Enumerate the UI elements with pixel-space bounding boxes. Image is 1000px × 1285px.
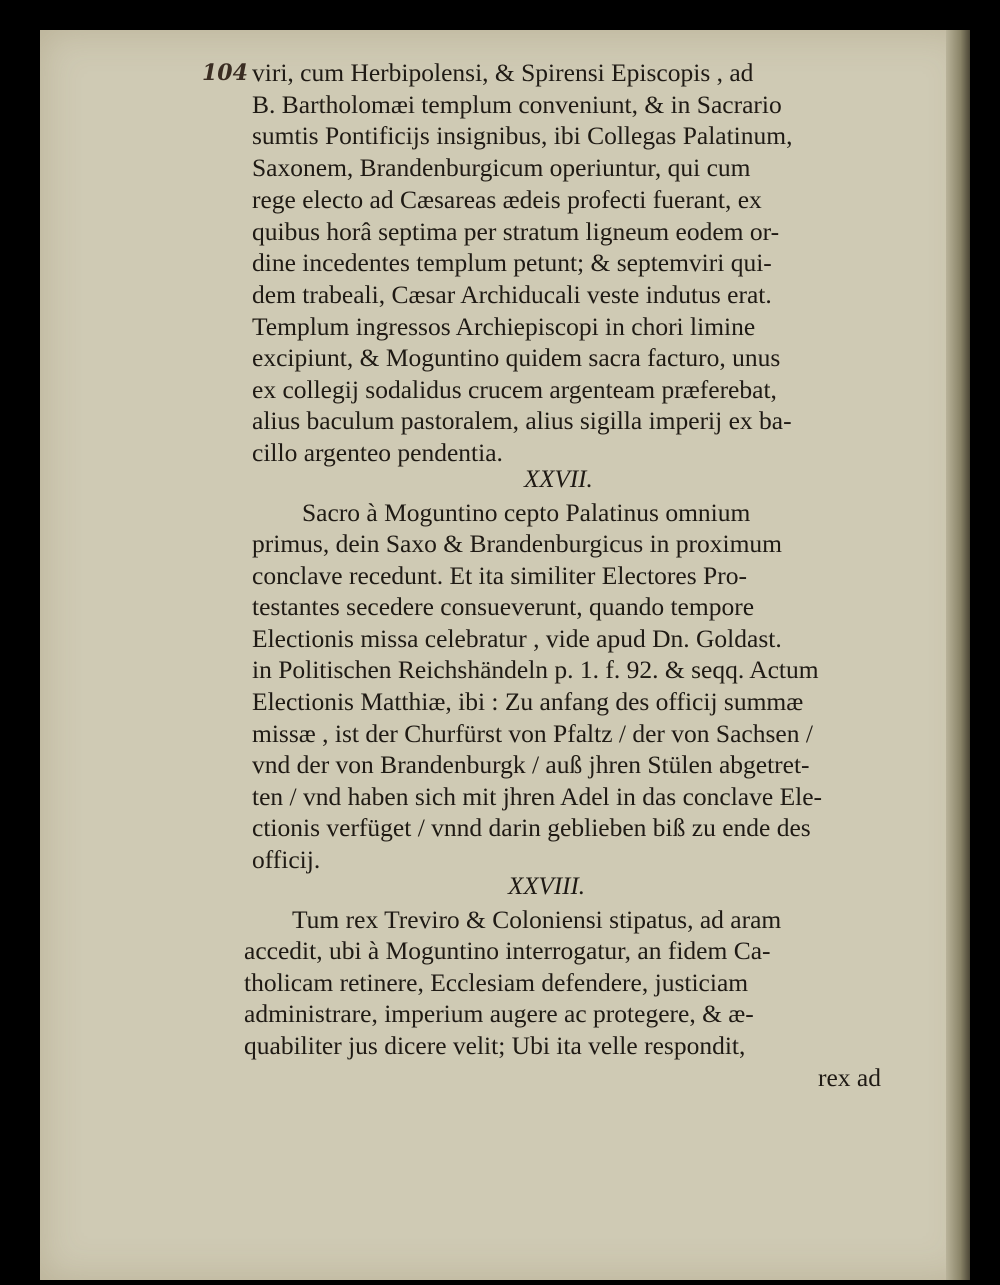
text-line: Electionis Matthiæ, ibi : Zu anfang des officij summæ (252, 687, 804, 716)
text-line: ten / vnd haben sich mit jhren Adel in das conclave Ele- (252, 782, 823, 811)
text-line: dine incedentes templum petunt; & septemviri qui- (252, 248, 772, 277)
text-line: Sacro à Moguntino cepto Palatinus omnium (302, 498, 751, 527)
text-line: primus, dein Saxo & Brandenburgicus in proximum (252, 529, 783, 558)
text-line: administrare, imperium augere ac protegere, & æ- (244, 999, 754, 1028)
text-line: officij. (252, 845, 321, 874)
text-line: B. Bartholomæi templum conveniunt, & in Sacrario (252, 90, 782, 119)
text-line: excipiunt, & Moguntino quidem sacra facturo, unus (252, 343, 781, 372)
text-line: cillo argenteo pendentia. (252, 438, 503, 467)
text-line: Tum rex Treviro & Coloniensi stipatus, ad aram (292, 905, 782, 934)
text-line: sumtis Pontificijs insignibus, ibi Collegas Palatinum, (252, 121, 793, 150)
text-line: alius baculum pastoralem, alius sigilla imperij ex ba- (252, 406, 792, 435)
book-page (40, 30, 970, 1280)
text-line: tholicam retinere, Ecclesiam defendere, justiciam (244, 968, 749, 997)
text-line: vnd der von Brandenburgk / auß jhren Stülen abgetret- (252, 750, 810, 779)
text-line: in Politischen Reichshändeln p. 1. f. 92. & seqq. Actum (252, 655, 819, 684)
section-heading: XXVIII. (508, 873, 586, 900)
text-line: conclave recedunt. Et ita similiter Electores Pro- (252, 561, 747, 590)
catchword: rex ad (818, 1063, 882, 1092)
text-line: ctionis verfüget / vnnd darin geblieben biß zu ende des (252, 813, 811, 842)
text-line: quabiliter jus dicere velit; Ubi ita velle respondit, (244, 1031, 746, 1060)
text-line: rege electo ad Cæsareas ædeis profecti fuerant, ex (252, 185, 762, 214)
section-heading: XXVII. (524, 466, 593, 493)
page-text (40, 30, 970, 1280)
text-line: missæ , ist der Churfürst von Pfaltz / der von Sachsen / (252, 719, 813, 748)
text-line: accedit, ubi à Moguntino interrogatur, an fidem Ca- (244, 936, 771, 965)
text-line: viri, cum Herbipolensi, & Spirensi Episcopis , ad (252, 58, 754, 87)
text-line: Templum ingressos Archiepiscopi in chori limine (252, 312, 756, 341)
text-line: testantes secedere consueverunt, quando tempore (252, 592, 755, 621)
page-number: 104 (202, 60, 248, 86)
text-line: Saxonem, Brandenburgicum operiuntur, qui cum (252, 153, 751, 182)
text-line: Electionis missa celebratur , vide apud Dn. Goldast. (252, 624, 782, 653)
text-line: ex collegij sodalidus crucem argenteam præferebat, (252, 375, 777, 404)
text-line: dem trabeali, Cæsar Archiducali veste indutus erat. (252, 280, 772, 309)
text-line: quibus horâ septima per stratum ligneum eodem or- (252, 217, 780, 246)
